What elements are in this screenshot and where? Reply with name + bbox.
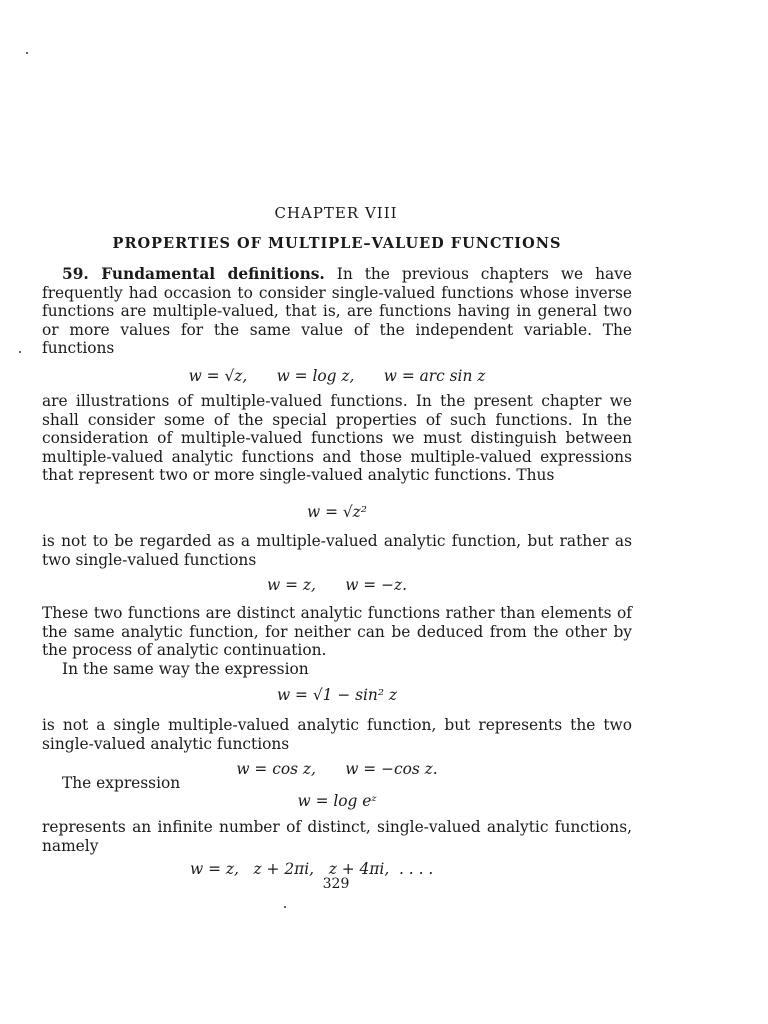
- equation-3: w = z, w = −z.: [267, 576, 407, 594]
- paragraph-text: In the previous chapters we have frequently had occasion to consider single-valued functions whose inverse functions are multiple-valued, that is, are functions having in general two or more values for the same value of the independent variable. The functions: [42, 265, 632, 357]
- paragraph-4: These two functions are distinct analytic functions rather than elements of the same analytic function, for neither can be deduced from the other by the process of analytic continuation.: [42, 604, 632, 659]
- equation-6: w = log eᶻ: [297, 792, 377, 810]
- paragraph-text: In the same way the expression: [62, 660, 309, 678]
- scan-speck: [26, 52, 28, 54]
- page-number: 329: [322, 876, 350, 892]
- paragraph-2: are illustrations of multiple-valued functions. In the present chapter we shall consider some of the special properties of such functions. In the consideration of multiple-valued functions we must distinguish between multiple-valued analytic functions and those multiple-valued expressions that represent two or more single-valued analytic functions. Thus: [42, 392, 632, 484]
- equation-2: w = √z²: [307, 503, 367, 521]
- paragraph-text: The expression: [62, 774, 181, 792]
- section-heading: 59. Fundamental definitions.: [62, 265, 325, 283]
- paragraph-6: is not a single multiple-valued analytic function, but represents the two single-valued analytic functions: [42, 716, 632, 753]
- scan-speck: [19, 351, 21, 353]
- paragraph-1: [42, 265, 632, 358]
- paragraph-7: [42, 774, 632, 793]
- paragraph-8: represents an infinite number of distinct, single-valued analytic functions, namely: [42, 818, 632, 855]
- equation-4: w = √1 − sin² z: [276, 686, 398, 704]
- equation-5: w = cos z, w = −cos z.: [236, 760, 438, 778]
- chapter-title: PROPERTIES OF MULTIPLE–VALUED FUNCTIONS: [112, 235, 562, 252]
- scan-speck: [284, 906, 286, 908]
- paragraph-3: is not to be regarded as a multiple-valued analytic function, but rather as two single-valued functions: [42, 532, 632, 569]
- equation-1: w = √z, w = log z, w = arc sin z: [188, 367, 486, 385]
- chapter-heading: CHAPTER VIII: [274, 204, 398, 222]
- equation-7: w = z, z + 2πi, z + 4πi, . . . .: [190, 860, 434, 878]
- paragraph-5: [42, 660, 632, 679]
